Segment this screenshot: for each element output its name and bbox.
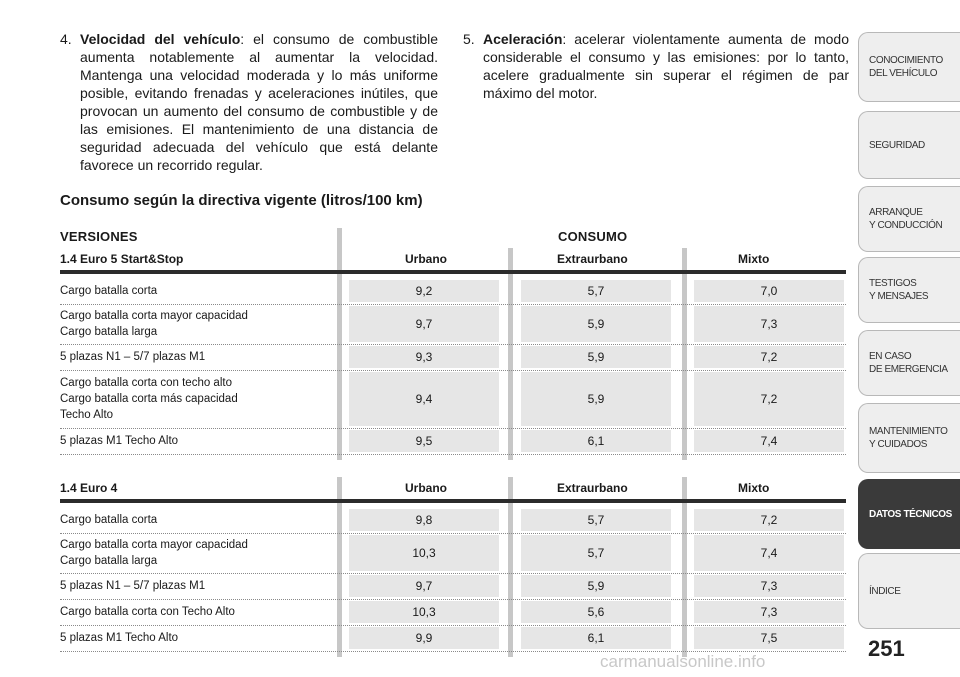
value-cell: 7,4 (694, 535, 844, 571)
value-cell: 9,9 (349, 627, 499, 649)
value-cell: 5,7 (521, 535, 671, 571)
chapter-tab-label: EN CASO DE EMERGENCIA (869, 351, 948, 375)
item-text: : el consumo de combustible aumenta notablemente al aumentar la velocidad. Mantenga una velocidad moderada y lo más uniforme posible, evitando frenadas y aceleraciones inútiles, que provocan un aumento del consumo de combustible y de las emisiones. El mantenimiento de una distancia de seguridad adecuada del vehículo que está delante favorece un recorrido regular. (80, 31, 438, 173)
chapter-tab-label: DATOS TÉCNICOS (869, 508, 952, 520)
value-cell: 5,9 (521, 346, 671, 368)
table-title: Consumo según la directiva vigente (litros/100 km) (60, 192, 423, 209)
column-header: Mixto (738, 252, 770, 266)
chapter-tab[interactable] (858, 330, 960, 396)
watermark: carmanualsonline.info (600, 652, 766, 671)
chapter-tab-label: ARRANQUE Y CONDUCCIÓN (869, 207, 943, 231)
row-label: 5 plazas M1 Techo Alto (60, 632, 179, 644)
row-label: Cargo batalla corta con techo alto Cargo batalla corta más capacidad Techo Alto (60, 377, 238, 421)
chapter-tab[interactable] (858, 479, 960, 549)
header-rule (60, 499, 846, 503)
value-cell: 5,9 (521, 575, 671, 597)
column-header: Mixto (738, 481, 770, 495)
value-cell: 9,8 (349, 509, 499, 531)
chapter-tab[interactable] (858, 403, 960, 473)
consumption-header: CONSUMO (558, 229, 628, 244)
value-cell: 7,3 (694, 601, 844, 623)
value-cell: 9,7 (349, 306, 499, 342)
row-label: Cargo batalla corta (60, 514, 158, 526)
chapter-tab[interactable] (858, 111, 960, 179)
value-cell: 5,9 (521, 372, 671, 426)
column-header: Urbano (405, 252, 447, 266)
paragraph-speed (60, 30, 438, 174)
column-header: Extraurbano (557, 252, 628, 266)
chapter-tab[interactable] (858, 186, 960, 252)
value-cell: 5,7 (521, 509, 671, 531)
chapter-tab-label: SEGURIDAD (869, 139, 925, 151)
value-cell: 9,7 (349, 575, 499, 597)
row-label: Cargo batalla corta (60, 285, 158, 297)
row-label: 5 plazas M1 Techo Alto (60, 435, 179, 447)
value-cell: 7,2 (694, 346, 844, 368)
value-cell: 7,0 (694, 280, 844, 302)
chapter-tab[interactable] (858, 32, 960, 102)
value-cell: 7,3 (694, 575, 844, 597)
row-label: Cargo batalla corta con Techo Alto (60, 606, 235, 618)
paragraph-acceleration (463, 30, 849, 102)
column-header: Urbano (405, 481, 447, 495)
value-cell: 9,3 (349, 346, 499, 368)
chapter-tab-label: MANTENIMIENTO Y CUIDADOS (869, 426, 948, 450)
versions-header: VERSIONES (60, 229, 138, 244)
item-heading: Aceleración (483, 31, 563, 47)
value-cell: 5,7 (521, 280, 671, 302)
item-text: : acelerar violentamente aumenta de modo considerable el consumo y las emisiones: por lo tanto, acelere gradualmente sin superar el régimen de par máximo del motor. (483, 31, 849, 101)
chapter-tab-label: ÍNDICE (869, 585, 901, 597)
value-cell: 10,3 (349, 535, 499, 571)
value-cell: 7,2 (694, 372, 844, 426)
row-label: 5 plazas N1 – 5/7 plazas M1 (60, 351, 206, 363)
value-cell: 7,3 (694, 306, 844, 342)
value-cell: 5,6 (521, 601, 671, 623)
chapter-tab-label: TESTIGOS Y MENSAJES (869, 278, 929, 302)
value-cell: 9,2 (349, 280, 499, 302)
row-label: Cargo batalla corta mayor capacidad Cargo batalla larga (60, 310, 248, 338)
chapter-tab-label: CONOCIMIENTO DEL VEHÍCULO (869, 55, 943, 79)
item-heading: Velocidad del vehículo (80, 31, 241, 47)
value-cell: 6,1 (521, 430, 671, 452)
value-cell: 7,5 (694, 627, 844, 649)
header-rule (60, 270, 846, 274)
version-group-title: 1.4 Euro 4 (60, 481, 118, 495)
item-number: 4. (60, 31, 72, 47)
value-cell: 10,3 (349, 601, 499, 623)
value-cell: 5,9 (521, 306, 671, 342)
row-label: 5 plazas N1 – 5/7 plazas M1 (60, 580, 206, 592)
value-cell: 9,4 (349, 372, 499, 426)
value-cell: 7,2 (694, 509, 844, 531)
item-number: 5. (463, 31, 475, 47)
value-cell: 6,1 (521, 627, 671, 649)
value-cell: 9,5 (349, 430, 499, 452)
version-group-title: 1.4 Euro 5 Start&Stop (60, 252, 184, 266)
page-number: 251 (868, 636, 905, 661)
chapter-tab[interactable] (858, 553, 960, 629)
value-cell: 7,4 (694, 430, 844, 452)
column-header: Extraurbano (557, 481, 628, 495)
chapter-tab[interactable] (858, 257, 960, 323)
row-label: Cargo batalla corta mayor capacidad Cargo batalla larga (60, 539, 248, 567)
